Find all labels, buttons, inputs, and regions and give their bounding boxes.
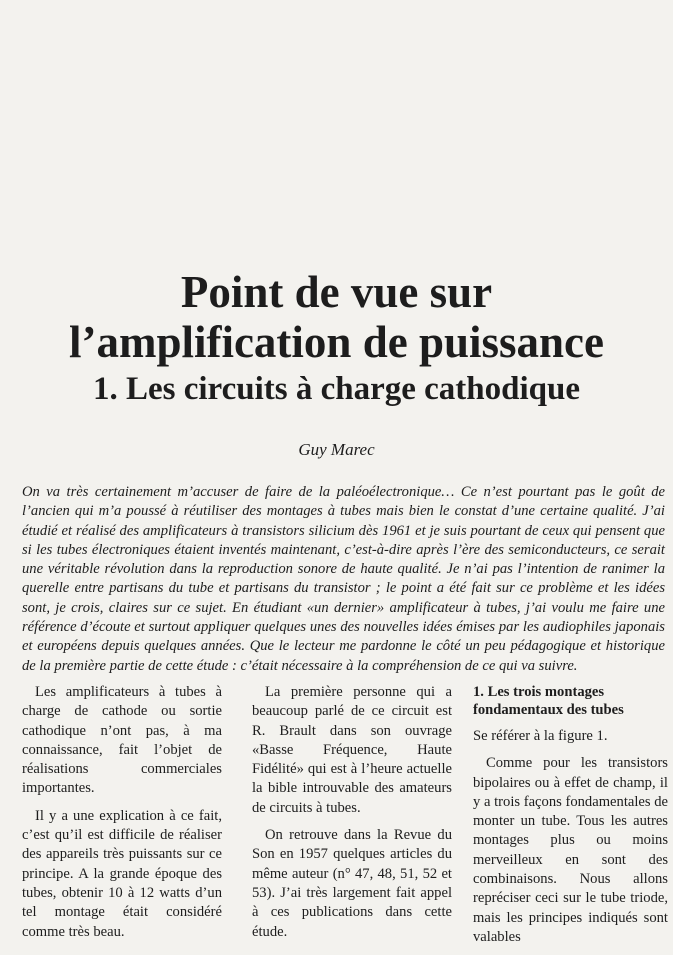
section-heading: 1. Les trois montages fondamentaux des tubes [473,684,624,718]
author-name: Guy Marec [298,440,375,459]
title-line-2: l’amplification de puissance [68,317,605,367]
subtitle: 1. Les circuits à charge cathodique [92,371,581,407]
col2-paragraph-2: On retrouve dans la Revue du Son en 1957 quelques articles du même auteur (n° 47, 48, 51, 52 et 53). J’ai très largement fait appel à ces publications dans cette étude. [252,827,452,940]
col1-paragraph-2: Il y a une explication à ce fait, c’est qu’il est difficile de réaliser des appareils très puissants sur ce principe. A la grande époque des tubes, obtenir 10 à 12 watts d’un tel montage était considéré comme très beau. [22,807,222,940]
col1-paragraph-1: Les amplificateurs à tubes à charge de cathode ou sortie cathodique n’ont pas, à ma connaissance, fait l’objet de réalisations commerciales importantes. [22,684,222,797]
column-2 [252,683,452,950]
intro-paragraph: On va très certainement m’accuser de faire de la paléoélectronique… Ce n’est pourtant pas le goût de l’ancien qui m’a poussé à réutiliser des montages à tubes mais bien le constat d’une certaine qualité. J’ai étudié et réalisé des amplificateurs à transistors silicium dès 1961 et je suis pourtant de ceux qui pensent que si les tubes électroniques étaient inventés maintenant, c’est-à-dire après l’ère des semiconducteurs, ce serait une véritable révolution dans la reproduction sonore de haute qualité. Je n’ai pas l’intention de ranimer la querelle entre partisans du tube et partisans du transistor ; le point a été fait sur ce problème et les idées sont, je crois, claires sur ce sujet. En étudiant «un dernier» amplificateur à tubes, j’ai voulu me faire une référence d’écoute et surtout appliquer quelques unes des nouvelles idées émises par les audiophiles japonais et européens depuis quelques années. Que le lecteur me pardonne le côté un peu pédagogique et historique de la première partie de cette étude : c’était nécessaire à la compréhension de ce qui va suivre. [22,484,665,674]
col2-paragraph-1: La première personne qui a beaucoup parlé de ce circuit est R. Brault dans son ouvrage «Basse Fréquence, Haute Fidélité» qui est à l’heure actuelle la bible introuvable des amateurs de circuits à tubes. [252,684,452,816]
title-line-1: Point de vue sur [180,267,493,317]
col3-paragraph-1: Comme pour les transistors bipolaires ou à effet de champ, il y a trois façons fondamentales de monter un tube. Tous les autres montages plus ou moins merveilleux en sont des combinaisons. Nous allons repréciser ceci sur le tube triode, mais les principes indiqués sont valables [473,755,668,945]
column-3 [473,683,668,955]
column-1 [22,683,222,950]
figure-reference: Se référer à la figure 1. [473,728,608,744]
